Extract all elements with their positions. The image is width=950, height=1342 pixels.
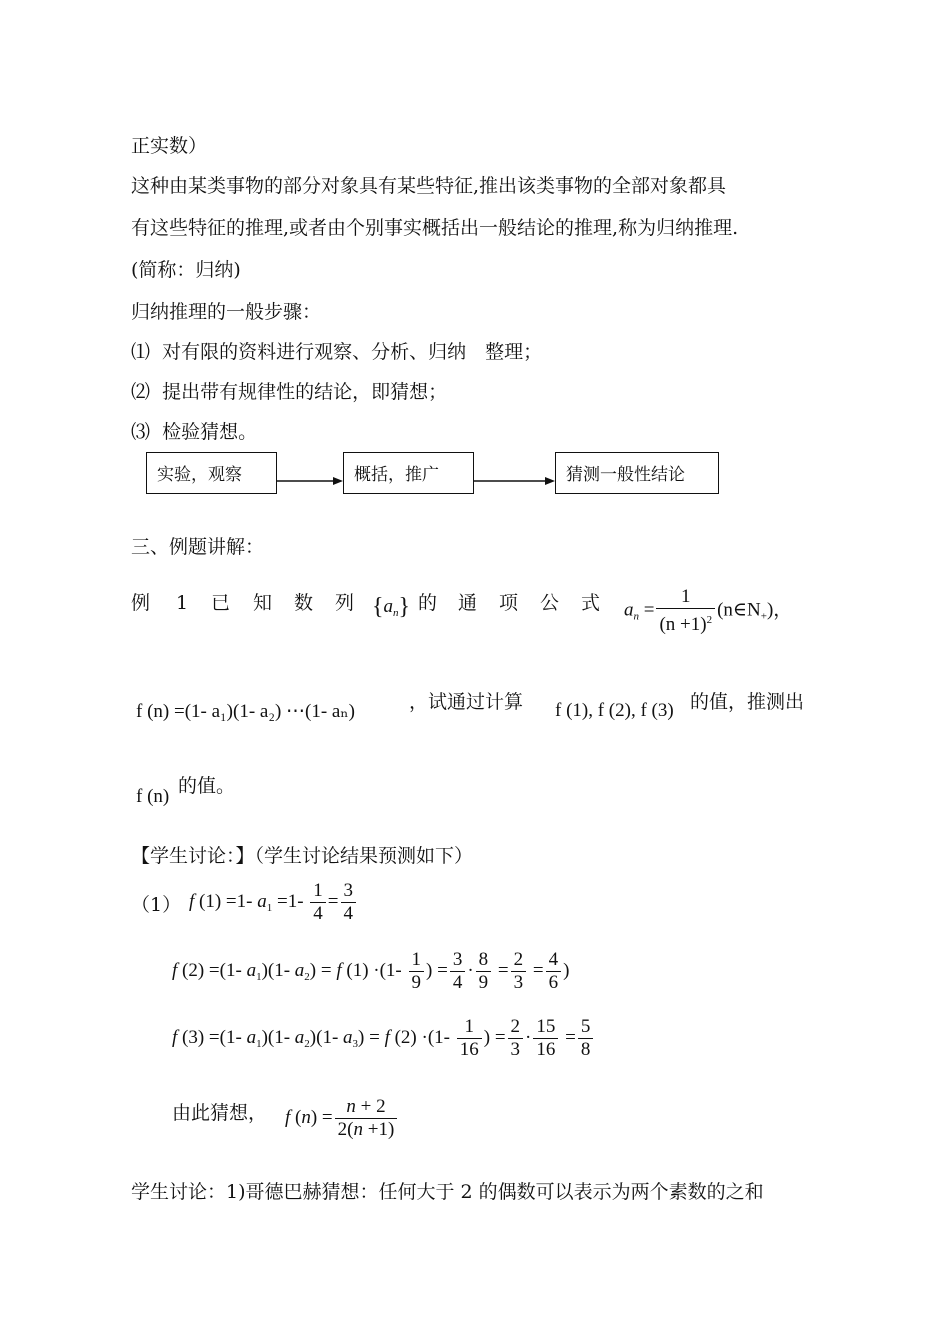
footer-discussion: 学生讨论：1)哥德巴赫猜想：任何大于 2 的偶数可以表示为两个素数的之和 <box>131 1181 764 1203</box>
flow-box-experiment: 实验，观察 <box>146 452 277 494</box>
steps-title: 归纳推理的一般步骤： <box>131 301 322 323</box>
fn-definition: f (n) =(1- a₁)(1- a₂) ⋯(1- aₙ) <box>136 701 355 722</box>
example-char: 已 <box>211 592 231 614</box>
general-term-formula: $a_n$ = $\frac{1}{(n +1)^2}$ $(n\in N_+)$， <box>624 586 793 635</box>
example-char: 通 <box>458 592 478 614</box>
calc-list: f (1), f (2), f (3) <box>555 700 674 721</box>
step-number: ⑶ <box>131 421 151 443</box>
example-char: 1 <box>176 592 189 614</box>
definition-line-2: 有这些特征的推理,或者由个别事实概括出一般结论的推理,称为归纳推理. <box>131 217 739 239</box>
example-char: 列 <box>335 592 355 614</box>
arrow-icon <box>277 477 555 485</box>
sequence-symbol: $\{a_n\}$ <box>372 594 411 620</box>
text-line-top: 正实数） <box>131 135 208 157</box>
flow-box-conjecture: 猜测一般性结论 <box>555 452 719 494</box>
step-text: 对有限的资料进行观察、分析、归纳 整理； <box>162 341 543 363</box>
conjecture-formula: f (n) = $\frac{n + 2}{2(n +1)}$ <box>285 1096 399 1141</box>
step-text: 检验猜想。 <box>162 421 258 443</box>
equation-f3: f (3) =(1- $a_1)(1-$ $a_2)(1-$ $a_3) = f$ (2) ·(1- $\frac{1}{16}$ ) = $\frac{2}{3}$ · $\frac{15}{16}$ = $\frac{5}{8}$ <box>172 1016 595 1061</box>
example-char: 的 <box>418 592 438 614</box>
example-char: 项 <box>499 592 519 614</box>
value-end-text: 的值。 <box>178 775 236 797</box>
definition-line-1: 这种由某类事物的部分对象具有某些特征,推出该类事物的全部对象都具 <box>131 175 727 197</box>
equation-f2: f (2) =(1- $a_1)(1-$ $a_2) = f$ (1) ·(1- $\frac{1}{9}$ ) = $\frac{3}{4}$ · $\frac{8}{9}$ = $\frac{2}{3}$ = $\frac{4}{6}$ ) <box>172 949 570 993</box>
example-char: 数 <box>294 592 314 614</box>
step-number: ⑵ <box>131 381 151 403</box>
step-text: 提出带有规律性的结论，即猜想； <box>162 381 448 403</box>
abbreviation-note: (简称：归纳) <box>131 259 241 281</box>
example-char: 知 <box>253 592 273 614</box>
conclusion-label: 由此猜想， <box>172 1102 268 1124</box>
try-text: ，试通过计算 <box>409 691 524 713</box>
equation-f1: f (1) =1- $a_1 =1-$ $\frac{1}{4}$ = $\frac{3}{4}$ <box>189 880 358 925</box>
example-char: 公 <box>540 592 560 614</box>
example-char: 式 <box>581 592 601 614</box>
example-char: 例 <box>131 592 151 614</box>
item-label: （1） <box>131 894 182 916</box>
section-title: 三、例题讲解： <box>131 536 265 558</box>
flow-box-generalize: 概括，推广 <box>343 452 474 494</box>
flow-arrows <box>0 0 950 520</box>
value-text: 的值，推测出 <box>690 691 805 713</box>
step-number: ⑴ <box>131 341 151 363</box>
fn-label: f (n) <box>136 786 170 807</box>
discussion-title: 【学生讨论：】（学生讨论结果预测如下） <box>131 845 474 867</box>
